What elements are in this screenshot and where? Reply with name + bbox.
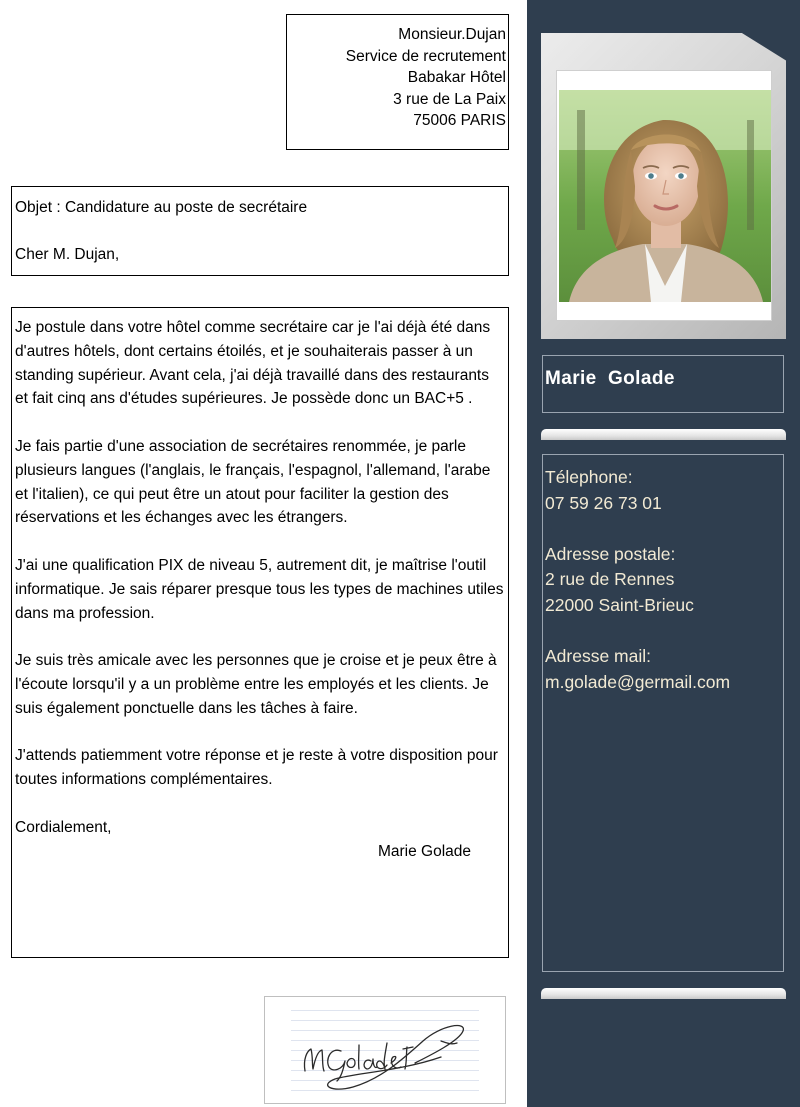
letter-closing: Cordialement, <box>15 818 112 836</box>
email-label: Adresse mail: <box>545 646 652 667</box>
photo-frame <box>556 70 772 321</box>
letter-signature-name: Marie Golade <box>377 842 471 860</box>
recipient-city: 75006 PARIS <box>413 112 506 130</box>
address-line-1: 2 rue de Rennes <box>545 569 675 590</box>
phone-block <box>545 465 783 516</box>
email-value: m.golade@germail.com <box>545 671 731 692</box>
signature-image <box>264 996 506 1104</box>
sidebar-divider <box>541 988 786 999</box>
sidebar-divider <box>541 429 786 440</box>
contact-box <box>542 454 784 972</box>
recipient-name: Monsieur.Dujan <box>398 26 506 43</box>
recipient-company: Babakar Hôtel <box>407 69 506 87</box>
letter-paragraph: J'attends patiemment votre réponse et je reste à votre disposition pour toutes informations complémentaires. <box>15 747 498 789</box>
recipient-department: Service de recrutement <box>345 47 506 65</box>
letter-body <box>11 307 509 958</box>
phone-value: 07 59 26 73 01 <box>545 492 662 513</box>
portrait-photo-icon <box>559 90 771 302</box>
subject-line: Objet : Candidature au poste de secrétaire <box>15 199 308 216</box>
address-block <box>545 542 783 619</box>
candidate-name: Marie Golade <box>545 368 675 389</box>
letter-paragraph: Je suis très amicale avec les personnes que je croise et je peux être à l'écoute lorsqu'il y a un problème entre les employés et les clients. Je suis également ponctuelle dans les tâches à faire. <box>15 652 497 717</box>
greeting: Cher M. Dujan, <box>15 246 120 263</box>
letter-paragraph: J'ai une qualification PIX de niveau 5, autrement dit, je maîtrise l'outil informatique. Je sais réparer presque tous les types de machines utiles dans ma profession. <box>15 556 504 622</box>
letter-paragraph: Je fais partie d'une association de secrétaires renommée, je parle plusieurs langues (l'anglais, le français, l'espagnol, l'allemand, l'arabe et l'italien), ce qui peut être un atout pour faciliter la gestion des réservations et les échanges avec les étrangers. <box>15 437 491 527</box>
address-line-2: 22000 Saint-Brieuc <box>545 594 694 615</box>
address-label: Adresse postale: <box>545 543 676 564</box>
recipient-address-box <box>286 14 509 150</box>
phone-label: Télephone: <box>545 467 633 487</box>
subject-box <box>11 186 509 276</box>
recipient-street: 3 rue de La Paix <box>393 90 506 108</box>
handwritten-signature-icon <box>291 1001 479 1099</box>
email-block <box>545 644 783 695</box>
letter-paragraph: Je postule dans votre hôtel comme secrétaire car je l'ai déjà été dans d'autres hôtels, dont certains étoilés, et je souhaiterais passer à un standing supérieur. Avant cela, j'ai déjà travaillé dans des restaurants et fait cinq ans d'études supérieures. Je possède donc un BAC+5 . <box>15 319 491 408</box>
candidate-name-box <box>542 355 784 413</box>
sidebar <box>527 0 800 1107</box>
